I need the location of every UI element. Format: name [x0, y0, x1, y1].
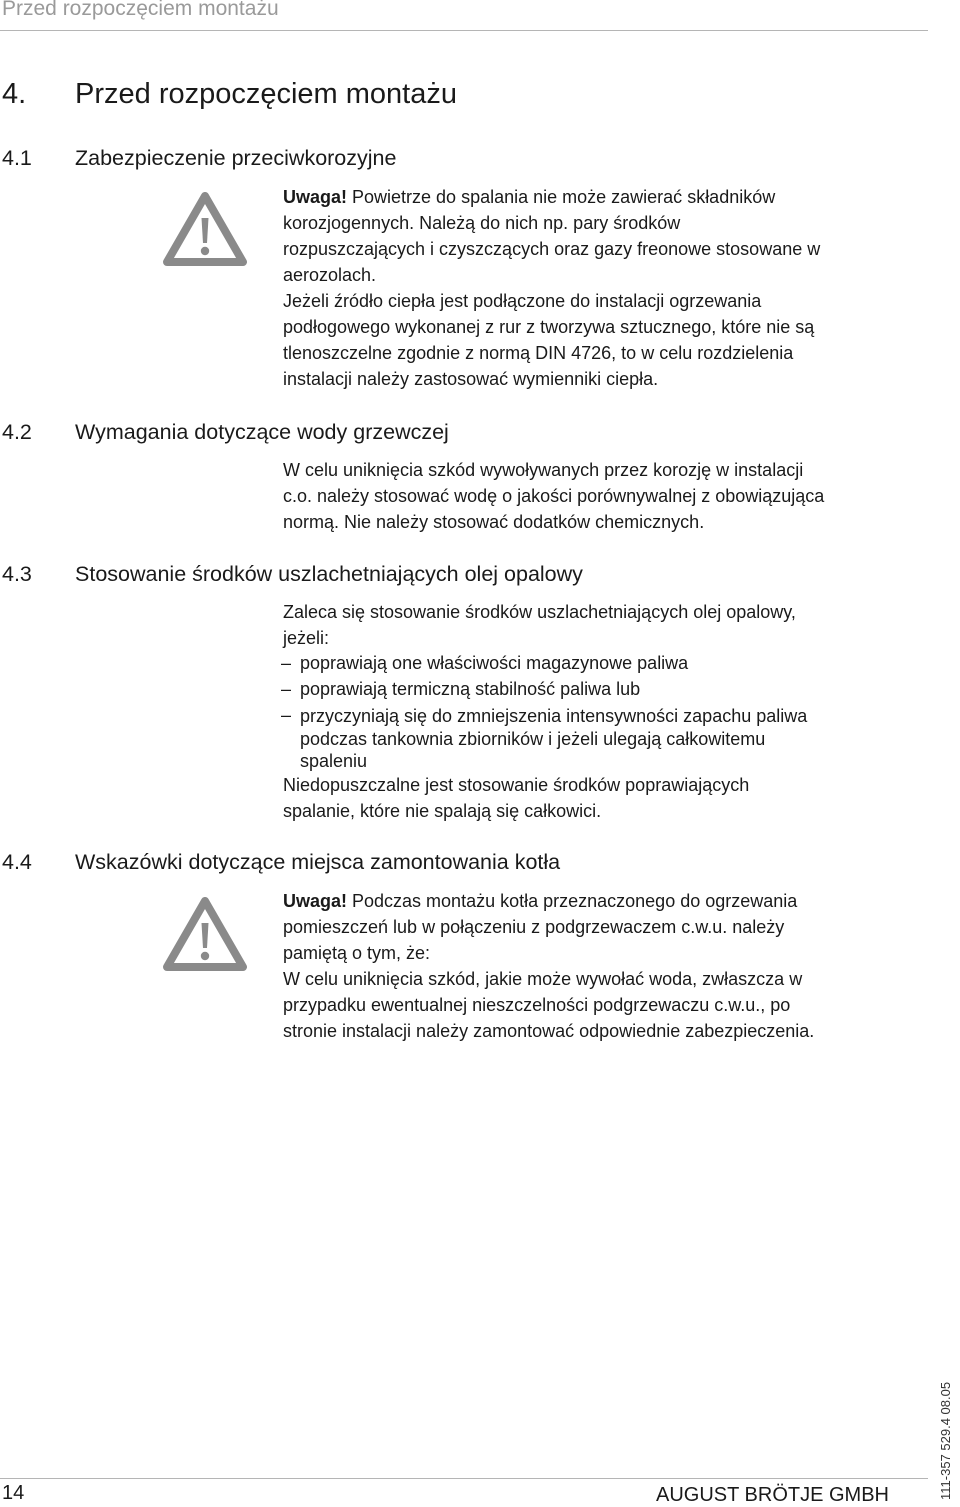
list-dash: –: [281, 678, 292, 699]
page-number: 14: [2, 1482, 25, 1504]
paragraph-line: jeżeli:: [283, 628, 330, 648]
paragraph-line: Jeżeli źródło ciepła jest podłączone do instalacji ogrzewania: [283, 291, 762, 311]
list-item: – poprawiają termiczną stabilność paliwa lub: [283, 677, 933, 703]
section-4-4-text: [283, 888, 933, 1044]
section-title: Wymagania dotyczące wody grzewczej: [75, 420, 449, 444]
document-code: 111-357 529.4 08.05: [938, 1381, 953, 1500]
running-header: [0, 0, 928, 31]
section-4-1-text: [283, 184, 933, 392]
paragraph-line: pomieszczeń lub w połączeniu z podgrzewaczem c.w.u. należy: [283, 917, 785, 937]
section-heading-4-4: [2, 850, 560, 875]
list-item: – przyczyniają się do zmniejszenia intensywności zapachu paliwa podczas tankownia zbiorników i jeżeli ulegają całkowitemu spaleniu: [281, 705, 808, 771]
chapter-title: Przed rozpoczęciem montażu: [75, 78, 457, 110]
paragraph-line: tlenoszczelne zgodnie z normą DIN 4726, to w celu rozdzielenia: [283, 343, 794, 363]
section-number: 4.4: [2, 850, 32, 874]
section-heading-4-2: [2, 420, 449, 445]
footer-brand: AUGUST BRÖTJE GMBH: [656, 1484, 889, 1506]
paragraph-line: W celu uniknięcia szkód, jakie może wywołać woda, zwłaszcza w: [283, 969, 803, 989]
section-title: Wskazówki dotyczące miejsca zamontowania kotła: [75, 850, 561, 874]
section-4-2-text: [283, 457, 933, 535]
paragraph-line: rozpuszczających i czyszczących oraz gazy freonowe stosowane w: [283, 239, 821, 259]
section-heading-4-1: [2, 146, 396, 171]
section-title: Stosowanie środków uszlachetniających olej opalowy: [75, 562, 583, 586]
paragraph-line: W celu uniknięcia szkód wywoływanych przez korozję w instalacji: [283, 460, 804, 480]
paragraph-line: instalacji należy zastosować wymienniki ciepła.: [283, 369, 659, 389]
chapter-heading: [2, 78, 457, 111]
paragraph-line: Uwaga! Powietrze do spalania nie może zawierać składników: [283, 187, 776, 207]
warning-triangle-icon: [163, 897, 247, 971]
warning-label: Uwaga!: [283, 891, 348, 911]
list-item: – poprawiają one właściwości magazynowe paliwa: [283, 651, 933, 677]
section-number: 4.2: [2, 420, 32, 444]
paragraph-line: aerozolach.: [283, 265, 377, 285]
paragraph-line: spalanie, które nie spalają się całkowici.: [283, 801, 602, 821]
paragraph-line: korozjogennych. Należą do nich np. pary środków: [283, 213, 681, 233]
paragraph-line: stronie instalacji należy zamontować odpowiednie zabezpieczenia.: [283, 1021, 815, 1041]
paragraph-line: normą. Nie należy stosować dodatków chemicznych.: [283, 512, 705, 532]
list-dash: –: [281, 653, 292, 673]
paragraph-line: przypadku ewentualnej nieszczelności podgrzewaczu c.w.u., po: [283, 995, 791, 1015]
paragraph-line: c.o. należy stosować wodę o jakości porównywalnej z obowiązująca: [283, 486, 825, 506]
paragraph-line: podłogowego wykonanej z rur z tworzywa sztucznego, które nie są: [283, 317, 815, 337]
warning-triangle-icon: [163, 192, 247, 266]
warning-label: Uwaga!: [283, 187, 348, 207]
paragraph-line: Niedopuszczalne jest stosowanie środków poprawiających: [283, 775, 750, 795]
paragraph-line: Zaleca się stosowanie środków uszlachetniających olej opalowy,: [283, 602, 796, 622]
chapter-number: 4.: [2, 78, 27, 110]
list-dash: –: [281, 705, 292, 725]
section-number: 4.3: [2, 562, 32, 586]
footer-rule: [0, 1478, 928, 1479]
section-heading-4-3: [2, 562, 583, 587]
section-number: 4.1: [2, 146, 32, 170]
running-header-title: Przed rozpoczęciem montażu: [2, 0, 279, 20]
section-title: Zabezpieczenie przeciwkorozyjne: [75, 146, 397, 170]
section-4-3-text: [283, 599, 933, 824]
paragraph-line: Uwaga! Podczas montażu kotła przeznaczonego do ogrzewania: [283, 891, 798, 911]
paragraph-line: pamiętą o tym, że:: [283, 943, 431, 963]
